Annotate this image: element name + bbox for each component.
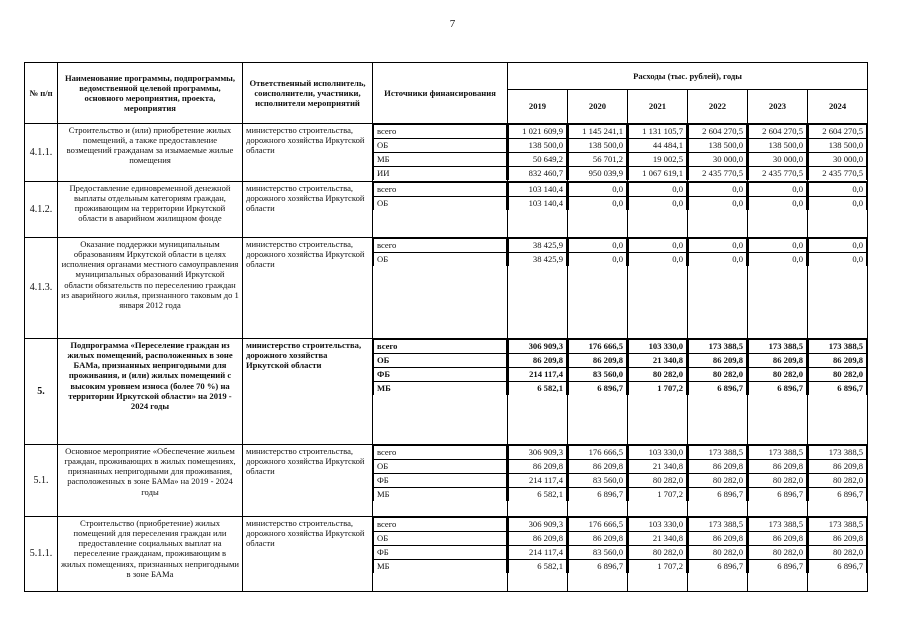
source-label: МБ (374, 382, 507, 396)
amount-cell: 0,0 (809, 183, 867, 197)
amount-cell: 2 604 270,5 (749, 125, 807, 139)
year-values (808, 339, 868, 445)
source-label: всего (374, 183, 507, 197)
amount-cell: 83 560,0 (569, 474, 627, 488)
source-label: ОБ (374, 197, 507, 211)
amount-cell: 214 117,4 (509, 368, 567, 382)
amount-cell: 6 896,7 (749, 488, 807, 502)
year-values (808, 238, 868, 339)
amount-cell: 176 666,5 (569, 518, 627, 532)
amount-cell: 103 140,4 (509, 197, 567, 211)
amount-cell: 1 707,2 (629, 488, 687, 502)
row-sources (373, 445, 508, 517)
source-label: ИИ (374, 167, 507, 181)
financing-table (24, 62, 868, 592)
amount-cell: 103 140,4 (509, 183, 567, 197)
source-label: МБ (374, 560, 507, 574)
amount-cell: 86 209,8 (569, 460, 627, 474)
source-label: ОБ (374, 354, 507, 368)
source-label: всего (374, 340, 507, 354)
year-values (628, 182, 688, 238)
year-values (628, 517, 688, 592)
year-values (808, 517, 868, 592)
amount-cell: 306 909,3 (509, 446, 567, 460)
page-number: 7 (449, 18, 456, 30)
amount-cell: 0,0 (809, 239, 867, 253)
amount-cell: 306 909,3 (509, 518, 567, 532)
amount-cell: 21 340,8 (629, 354, 687, 368)
amount-cell: 2 435 770,5 (749, 167, 807, 181)
source-label: ФБ (374, 474, 507, 488)
amount-cell: 80 282,0 (809, 474, 867, 488)
header-expenses: Расходы (тыс. рублей), годы (508, 63, 868, 90)
year-values (508, 445, 568, 517)
amount-cell: 0,0 (809, 197, 867, 211)
amount-cell: 0,0 (569, 239, 627, 253)
amount-cell: 2 435 770,5 (809, 167, 867, 181)
amount-cell: 6 896,7 (689, 488, 747, 502)
row-name: Оказание поддержки муниципальным образованиям Иркутской области в целях исполнения органами местного самоуправления муниципальных образований Иркутской области обязательств по переселению граждан из аварийного жилья, признанного таковым до 1 января 2012 года (58, 238, 243, 339)
source-label: всего (374, 125, 507, 139)
amount-cell: 30 000,0 (749, 153, 807, 167)
amount-cell: 138 500,0 (749, 139, 807, 153)
year-values (628, 124, 688, 182)
amount-cell: 6 896,7 (809, 488, 867, 502)
amount-cell: 50 649,2 (509, 153, 567, 167)
row-number: 4.1.2. (25, 182, 58, 238)
amount-cell: 86 209,8 (749, 354, 807, 368)
year-values (688, 124, 748, 182)
amount-cell: 0,0 (749, 197, 807, 211)
amount-cell: 38 425,9 (509, 253, 567, 267)
source-label: ОБ (374, 460, 507, 474)
amount-cell: 80 282,0 (749, 546, 807, 560)
year-values (688, 517, 748, 592)
amount-cell: 1 145 241,1 (569, 125, 627, 139)
amount-cell: 832 460,7 (509, 167, 567, 181)
source-label: всего (374, 518, 507, 532)
amount-cell: 103 330,0 (629, 340, 687, 354)
year-values (748, 182, 808, 238)
year-values (688, 445, 748, 517)
amount-cell: 80 282,0 (809, 546, 867, 560)
header-year: 2019 (508, 90, 568, 124)
year-values (688, 182, 748, 238)
row-executor: министерство строительства, дорожного хозяйства Иркутской области (243, 339, 373, 445)
amount-cell: 173 388,5 (809, 518, 867, 532)
amount-cell: 80 282,0 (749, 368, 807, 382)
amount-cell: 6 896,7 (569, 560, 627, 574)
header-name: Наименование программы, подпрограммы, ведомственной целевой программы, основного мероприятия, проекта, мероприятия (58, 63, 243, 124)
year-values (808, 445, 868, 517)
amount-cell: 0,0 (689, 239, 747, 253)
year-values (568, 238, 628, 339)
amount-cell: 21 340,8 (629, 460, 687, 474)
year-values (508, 182, 568, 238)
year-values (568, 182, 628, 238)
amount-cell: 86 209,8 (509, 354, 567, 368)
row-name: Строительство (приобретение) жилых помещений для переселения граждан или предоставление социальных выплат на переселение гражданам, проживающим в жилых помещениях, признанных непригодными в зоне БАМа (58, 517, 243, 592)
amount-cell: 86 209,8 (689, 354, 747, 368)
header-year: 2020 (568, 90, 628, 124)
header-num: № п/п (25, 63, 58, 124)
row-sources (373, 517, 508, 592)
amount-cell: 1 707,2 (629, 560, 687, 574)
amount-cell: 0,0 (629, 239, 687, 253)
table-row (25, 238, 868, 339)
row-executor: министерство строительства, дорожного хозяйства Иркутской области (243, 238, 373, 339)
amount-cell: 86 209,8 (809, 354, 867, 368)
year-values (688, 238, 748, 339)
year-values (808, 124, 868, 182)
row-number: 5. (25, 339, 58, 445)
amount-cell: 0,0 (629, 183, 687, 197)
amount-cell: 83 560,0 (569, 368, 627, 382)
amount-cell: 0,0 (689, 253, 747, 267)
year-values (568, 445, 628, 517)
amount-cell: 0,0 (629, 253, 687, 267)
amount-cell: 306 909,3 (509, 340, 567, 354)
amount-cell: 30 000,0 (689, 153, 747, 167)
source-label: МБ (374, 153, 507, 167)
year-values (748, 339, 808, 445)
row-sources (373, 339, 508, 445)
amount-cell: 86 209,8 (689, 460, 747, 474)
amount-cell: 80 282,0 (629, 546, 687, 560)
year-values (568, 339, 628, 445)
amount-cell: 1 067 619,1 (629, 167, 687, 181)
amount-cell: 86 209,8 (689, 532, 747, 546)
table-row (25, 517, 868, 592)
amount-cell: 2 604 270,5 (689, 125, 747, 139)
amount-cell: 0,0 (569, 183, 627, 197)
amount-cell: 6 582,1 (509, 560, 567, 574)
amount-cell: 6 582,1 (509, 488, 567, 502)
row-name: Строительство и (или) приобретение жилых помещений, а также предоставление возмещений гражданам за изымаемые жилые помещения (58, 124, 243, 182)
amount-cell: 173 388,5 (749, 340, 807, 354)
table-row (25, 339, 868, 445)
source-label: МБ (374, 488, 507, 502)
source-label: ОБ (374, 532, 507, 546)
amount-cell: 6 896,7 (689, 382, 747, 396)
amount-cell: 86 209,8 (569, 354, 627, 368)
amount-cell: 86 209,8 (569, 532, 627, 546)
amount-cell: 138 500,0 (569, 139, 627, 153)
header-year: 2023 (748, 90, 808, 124)
amount-cell: 173 388,5 (749, 518, 807, 532)
year-values (628, 339, 688, 445)
amount-cell: 0,0 (689, 183, 747, 197)
row-executor: министерство строительства, дорожного хозяйства Иркутской области (243, 124, 373, 182)
amount-cell: 6 896,7 (749, 560, 807, 574)
amount-cell: 6 896,7 (569, 382, 627, 396)
amount-cell: 138 500,0 (689, 139, 747, 153)
year-values (748, 517, 808, 592)
year-values (688, 339, 748, 445)
source-label: ОБ (374, 139, 507, 153)
year-values (628, 238, 688, 339)
amount-cell: 173 388,5 (689, 518, 747, 532)
amount-cell: 1 131 105,7 (629, 125, 687, 139)
header-year: 2024 (808, 90, 868, 124)
amount-cell: 80 282,0 (629, 474, 687, 488)
year-values (748, 445, 808, 517)
source-label: всего (374, 446, 507, 460)
table-row (25, 182, 868, 238)
amount-cell: 0,0 (749, 253, 807, 267)
amount-cell: 80 282,0 (689, 546, 747, 560)
table-row (25, 124, 868, 182)
amount-cell: 6 896,7 (689, 560, 747, 574)
amount-cell: 176 666,5 (569, 446, 627, 460)
amount-cell: 0,0 (749, 183, 807, 197)
amount-cell: 0,0 (569, 197, 627, 211)
amount-cell: 0,0 (629, 197, 687, 211)
header-source: Источники финансирования (373, 63, 508, 124)
amount-cell: 83 560,0 (569, 546, 627, 560)
row-sources (373, 182, 508, 238)
header-year: 2021 (628, 90, 688, 124)
table-row (25, 445, 868, 517)
amount-cell: 1 021 609,9 (509, 125, 567, 139)
amount-cell: 19 002,5 (629, 153, 687, 167)
amount-cell: 44 484,1 (629, 139, 687, 153)
amount-cell: 0,0 (749, 239, 807, 253)
amount-cell: 1 707,2 (629, 382, 687, 396)
row-name: Подпрограмма «Переселение граждан из жилых помещений, расположенных в зоне БАМа, признанных непригодными для проживания, и (или) жилых помещений с высоким уровнем износа (более 70 %) на территории Иркутской области» на 2019 - 2024 годы (58, 339, 243, 445)
amount-cell: 80 282,0 (749, 474, 807, 488)
amount-cell: 173 388,5 (689, 340, 747, 354)
amount-cell: 173 388,5 (809, 446, 867, 460)
amount-cell: 6 896,7 (809, 560, 867, 574)
amount-cell: 0,0 (569, 253, 627, 267)
amount-cell: 176 666,5 (569, 340, 627, 354)
row-executor: министерство строительства, дорожного хозяйства Иркутской области (243, 517, 373, 592)
amount-cell: 80 282,0 (689, 474, 747, 488)
amount-cell: 86 209,8 (509, 532, 567, 546)
year-values (748, 238, 808, 339)
amount-cell: 86 209,8 (749, 532, 807, 546)
amount-cell: 86 209,8 (809, 460, 867, 474)
year-values (568, 124, 628, 182)
amount-cell: 138 500,0 (809, 139, 867, 153)
row-sources (373, 124, 508, 182)
year-values (568, 517, 628, 592)
amount-cell: 6 582,1 (509, 382, 567, 396)
amount-cell: 21 340,8 (629, 532, 687, 546)
amount-cell: 0,0 (689, 197, 747, 211)
amount-cell: 950 039,9 (569, 167, 627, 181)
year-values (508, 124, 568, 182)
amount-cell: 38 425,9 (509, 239, 567, 253)
amount-cell: 103 330,0 (629, 518, 687, 532)
source-label: всего (374, 239, 507, 253)
year-values (508, 339, 568, 445)
row-number: 4.1.1. (25, 124, 58, 182)
amount-cell: 80 282,0 (629, 368, 687, 382)
row-number: 4.1.3. (25, 238, 58, 339)
amount-cell: 173 388,5 (749, 446, 807, 460)
header-year: 2022 (688, 90, 748, 124)
year-values (628, 445, 688, 517)
amount-cell: 173 388,5 (809, 340, 867, 354)
row-number: 5.1. (25, 445, 58, 517)
source-label: ОБ (374, 253, 507, 267)
header-exec: Ответственный исполнитель, соисполнители, участники, исполнители мероприятий (243, 63, 373, 124)
row-executor: министерство строительства, дорожного хозяйства Иркутской области (243, 182, 373, 238)
row-name: Основное мероприятие «Обеспечение жильем граждан, проживающих в жилых помещениях, признанных непригодными для проживания, расположенных в зоне БАМа» на 2019 - 2024 годы (58, 445, 243, 517)
amount-cell: 2 604 270,5 (809, 125, 867, 139)
year-values (508, 517, 568, 592)
row-number: 5.1.1. (25, 517, 58, 592)
amount-cell: 173 388,5 (689, 446, 747, 460)
amount-cell: 86 209,8 (509, 460, 567, 474)
amount-cell: 214 117,4 (509, 546, 567, 560)
year-values (808, 182, 868, 238)
amount-cell: 6 896,7 (749, 382, 807, 396)
row-executor: министерство строительства, дорожного хозяйства Иркутской области (243, 445, 373, 517)
amount-cell: 6 896,7 (569, 488, 627, 502)
amount-cell: 2 435 770,5 (689, 167, 747, 181)
amount-cell: 30 000,0 (809, 153, 867, 167)
row-sources (373, 238, 508, 339)
amount-cell: 138 500,0 (509, 139, 567, 153)
year-values (748, 124, 808, 182)
amount-cell: 214 117,4 (509, 474, 567, 488)
amount-cell: 86 209,8 (809, 532, 867, 546)
row-name: Предоставление единовременной денежной выплаты отдельным категориям граждан, проживающим на территории Иркутской области в аварийном жилищном фонде (58, 182, 243, 238)
amount-cell: 6 896,7 (809, 382, 867, 396)
amount-cell: 80 282,0 (809, 368, 867, 382)
amount-cell: 56 701,2 (569, 153, 627, 167)
amount-cell: 0,0 (809, 253, 867, 267)
source-label: ФБ (374, 368, 507, 382)
year-values (508, 238, 568, 339)
amount-cell: 80 282,0 (689, 368, 747, 382)
amount-cell: 103 330,0 (629, 446, 687, 460)
amount-cell: 86 209,8 (749, 460, 807, 474)
source-label: ФБ (374, 546, 507, 560)
